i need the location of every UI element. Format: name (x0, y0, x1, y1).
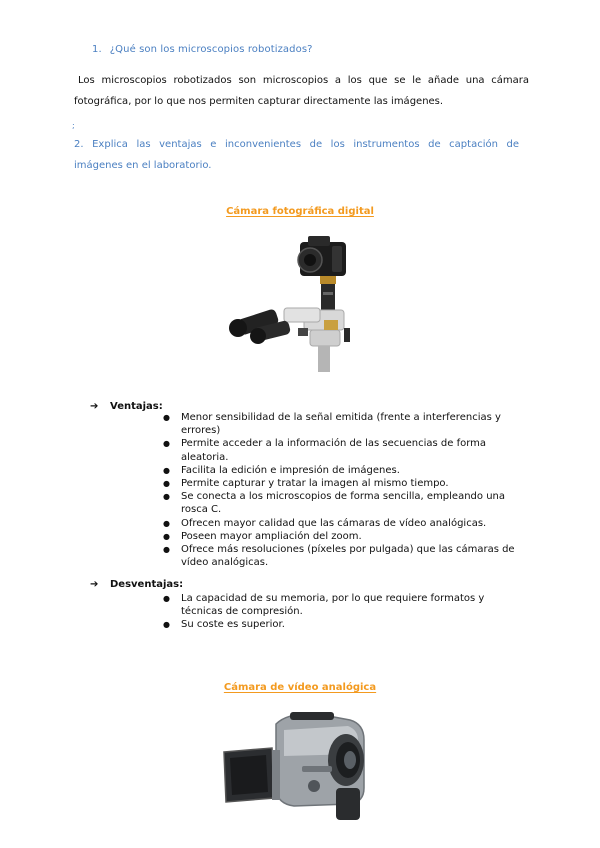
bullet-icon: ● (163, 479, 170, 489)
bullet-icon: ● (163, 518, 170, 528)
list-item: ● Poseen mayor ampliación del zoom. (163, 530, 362, 542)
list-item: ● Permite acceder a la información de las secuencias de forma aleatoria. (163, 438, 487, 463)
bullet-icon: ● (163, 413, 170, 422)
bullet-icon: ● (163, 545, 170, 555)
advantages-list (163, 411, 521, 569)
bullet-icon: ● (163, 531, 170, 541)
list-item: ● Se conecta a los microscopios de forma sencilla, empleando una rosca C. (163, 491, 505, 516)
disadvantages-heading (90, 579, 183, 590)
question-2-line-1: 2. Explica las ventajas e inconvenientes de los instrumentos de captación de (74, 139, 519, 150)
bullet-icon: ● (163, 492, 170, 502)
list-item: ● Ofrecen mayor calidad que las cámaras de vídeo analógicas. (163, 517, 487, 529)
bullet-icon: ● (163, 439, 170, 449)
stray-mark: ; (72, 121, 75, 130)
list-item: ● Facilita la edición e impresión de imágenes. (163, 464, 400, 476)
disadvantages-title: Desventajas: (110, 579, 184, 590)
answer-1-paragraph (74, 70, 529, 112)
answer-1-line-2: fotográfica, por lo que nos permiten capturar directamente las imágenes. (74, 96, 444, 107)
advantages-title: Ventajas: (110, 401, 163, 412)
video-camera-caption: Cámara de vídeo analógica (223, 682, 377, 693)
list-item: ● Menor sensibilidad de la señal emitida (frente a interferencias y errores) (163, 412, 501, 437)
digital-camera-microscope-image (224, 232, 366, 374)
list-item: ● La capacidad de su memoria, por lo que requiere formatos y técnicas de compresión. (163, 593, 485, 618)
question-1 (92, 44, 313, 55)
list-item: ● Su coste es superior. (163, 619, 285, 631)
question-2 (74, 134, 519, 176)
analog-video-camera-image (218, 710, 380, 826)
question-1-number: 1. (92, 44, 102, 55)
answer-1-line-1: Los microscopios robotizados son microscopios a los que se le añade una cámara (78, 75, 529, 86)
arrow-right-icon: ➔ (90, 579, 99, 590)
bullet-icon: ● (163, 620, 170, 630)
bullet-icon: ● (163, 465, 170, 475)
disadvantages-list (163, 592, 521, 632)
bullet-icon: ● (163, 594, 170, 603)
list-item: ● Ofrece más resoluciones (píxeles por pulgada) que las cámaras de vídeo analógicas. (163, 544, 515, 569)
question-1-text: ¿Qué son los microscopios robotizados? (109, 44, 313, 55)
question-2-line-2: imágenes en el laboratorio. (74, 160, 212, 171)
camera-caption: Cámara fotográfica digital (226, 206, 374, 217)
advantages-heading (90, 401, 163, 412)
list-item: ● Permite capturar y tratar la imagen al mismo tiempo. (163, 478, 449, 490)
arrow-right-icon: ➔ (90, 401, 99, 412)
